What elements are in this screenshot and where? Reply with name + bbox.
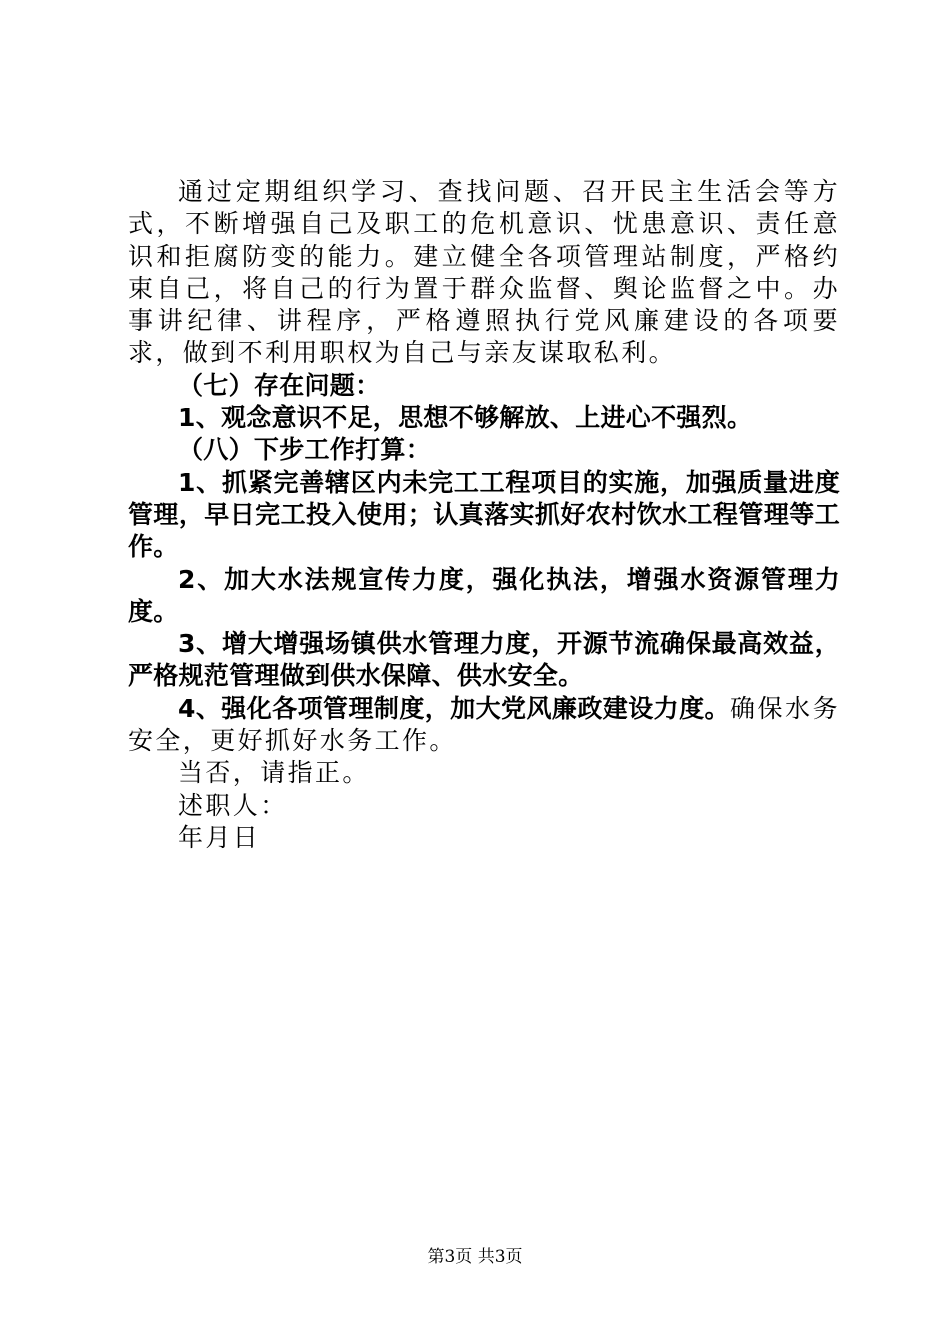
- page-number: 第3页 共3页: [427, 1247, 523, 1267]
- plan-item-4-bold: 4、强化各项管理制度，加大党风廉政建设力度。: [178, 693, 730, 723]
- date-label: 年月日: [178, 822, 261, 852]
- paragraph-self-discipline: 通过定期组织学习、查找问题、召开民主生活会等方式，不断增强自己及职工的危机意识、忧患意识、责任意识和拒腐防变的能力。建立健全各项管理站制度，严格约束自己，将自己的行为置于群众监督、舆论监督之中。办事讲纪律、讲程序，严格遵照执行党风廉建设的各项要求，做到不利用职权为自己与亲友谋取私利。: [128, 177, 840, 368]
- plan-item-4-closing: 确保水务安全，更好抓好水务工作。: [128, 693, 840, 756]
- reporter-label: 述职人：: [178, 790, 288, 820]
- plan-item-4: [128, 693, 840, 758]
- plan-item-3: 3、增大增强场镇供水管理力度，开源节流确保最高效益，严格规范管理做到供水保障、供水安全。: [128, 629, 840, 691]
- plan-item-2: 2、加大水法规宣传力度，强化执法，增强水资源管理力度。: [128, 564, 840, 626]
- plan-item-1: 1、抓紧完善辖区内未完工工程项目的实施，加强质量进度管理，早日完工投入使用；认真落实抓好农村饮水工程管理等工作。: [128, 467, 840, 562]
- problem-item-1: 1、观念意识不足，思想不够解放、上进心不强烈。: [178, 403, 753, 433]
- closing-request: 当否，请指正。: [178, 758, 370, 788]
- document-body: [128, 176, 840, 854]
- heading-next-steps: （八）下步工作打算：: [178, 435, 432, 465]
- heading-existing-problems: （七）存在问题：: [178, 370, 381, 400]
